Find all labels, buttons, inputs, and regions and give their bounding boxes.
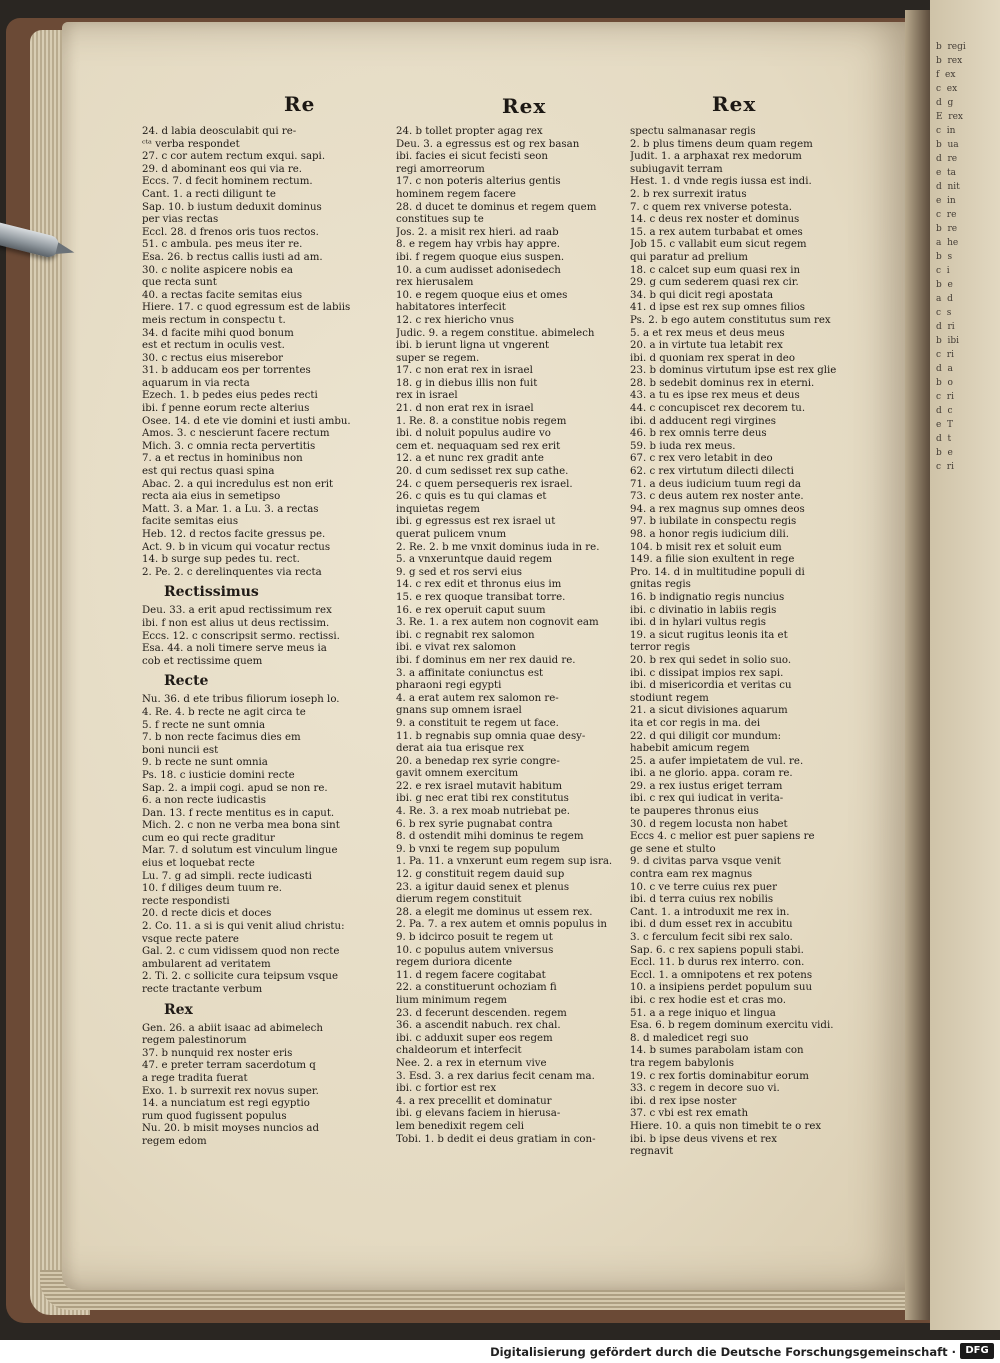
index-entry: vsque recte patere: [142, 933, 239, 945]
index-entry: Ps. 18. c iusticie domini recte: [142, 769, 295, 781]
index-entry: 9. b recte ne sunt omnia: [142, 757, 268, 769]
index-entry: ibi. d noluit populus audire vo: [396, 428, 551, 440]
index-entry: 14. a nunciatum est regi egyptio: [142, 1098, 310, 1110]
text-column-1: [142, 126, 392, 1149]
index-entry: Gen. 26. a abiit isaac ad abimelech: [142, 1022, 323, 1034]
index-entry: ibi. facies ei sicut fecisti seon: [396, 151, 548, 163]
index-entry: rum quod fugissent populus: [142, 1110, 287, 1122]
index-entry: 18. c calcet sup eum quasi rex in: [630, 264, 801, 276]
index-entry: Amos. 3. c nescierunt facere rectum: [142, 428, 330, 440]
section-heading: Recte: [164, 673, 209, 690]
index-entry: 7. c quem rex vniverse potesta.: [630, 201, 792, 213]
index-entry: ge sene et stulto: [630, 843, 716, 855]
index-entry: Judit. 1. a arphaxat rex medorum: [630, 151, 802, 163]
index-entry: ibi. d dum esset rex in accubitu: [630, 919, 793, 931]
index-entry: 149. a filie sion exultent in rege: [630, 554, 795, 566]
index-entry: 3. c ferculum fecit sibi rex salo.: [630, 932, 793, 943]
index-entry: lium minimum regem: [396, 994, 507, 1006]
index-entry: Cant. 1. a recti diligunt te: [142, 188, 276, 200]
index-entry: 29. a rex iustus eriget terram: [630, 780, 783, 792]
index-entry: ibi. c fortior est rex: [396, 1083, 497, 1095]
index-entry: Matt. 3. a Mar. 1. a Lu. 3. a rectas: [142, 503, 319, 515]
index-entry: ibi. c rex hodie est et cras mo.: [630, 994, 787, 1006]
index-entry: cem et. nequaquam sed rex erit: [396, 440, 561, 452]
index-entry: gavit omnem exercitum: [396, 768, 519, 780]
index-entry: hominem regem facere: [396, 188, 516, 200]
index-entry: 19. a sicut rugitus leonis ita et: [630, 629, 788, 641]
index-entry: Exo. 1. b surrexit rex novus super.: [142, 1085, 319, 1097]
index-entry: Abac. 2. a qui incredulus est non erit: [142, 478, 334, 490]
index-entry: subiugavit terram: [630, 163, 723, 175]
index-entry: habebit amicum regem: [630, 743, 750, 755]
index-entry: 31. b adducam eos per torrentes: [142, 365, 311, 377]
index-entry: 34. b qui dicit regi apostata: [630, 289, 774, 301]
book-page-left: [62, 22, 922, 1290]
index-entry: Esa. 26. b rectus callis iusti ad am.: [142, 251, 323, 263]
index-entry: 9. b idcirco posuit te regem ut: [396, 932, 553, 943]
index-entry: 51. c ambula. pes meus iter re.: [142, 239, 303, 251]
index-entry: 30. c rectus eius miserebor: [142, 352, 284, 364]
index-entry: inquietas regem: [396, 503, 480, 515]
index-entry: regem palestinorum: [142, 1035, 247, 1047]
index-entry: 8. e regem hay vrbis hay appre.: [396, 239, 560, 251]
index-entry: cob et rectissime quem: [142, 655, 263, 667]
index-entry: 22. a constituerunt ochoziam fi: [396, 982, 557, 994]
right-page-text: b regi b rex f ex c ex d g E rex c in b ua d re e ta d nit e in c re b re a he b s c i b e a d c s d ri b ibi c ri d a b o c ri d c e T d t b e c ri: [936, 42, 966, 472]
index-entry: Sap. 2. a impii cogi. apud se non re.: [142, 782, 328, 794]
index-entry: ibi. d rex ipse noster: [630, 1095, 737, 1107]
index-entry: derat aia tua erisque rex: [396, 743, 524, 755]
index-entry: ibi. f dominus em ner rex dauid re.: [396, 654, 576, 666]
index-entry: ibi. c adduxit super eos regem: [396, 1032, 553, 1044]
index-entry: 73. c deus autem rex noster ante.: [630, 491, 804, 503]
index-entry: Dan. 13. f recte mentitus es in caput.: [142, 807, 335, 819]
index-entry: 14. c rex edit et thronus eius im: [396, 579, 562, 591]
index-entry: 10. a insipiens perdet populum suu: [630, 982, 813, 994]
index-entry: que recta sunt: [142, 277, 217, 289]
index-entry: 23. a igitur dauid senex et plenus: [396, 881, 570, 893]
index-entry: 30. d regem locusta non habet: [630, 818, 788, 830]
book-page-right: [930, 0, 1000, 1330]
index-entry: 28. a elegit me dominus ut essem rex.: [396, 906, 593, 918]
index-entry: 6. b rex syrie pugnabat contra: [396, 818, 553, 830]
index-entry: 24. d labia deosculabit qui re-: [142, 126, 297, 137]
index-entry: 11. b regnabis sup omnia quae desy-: [396, 730, 586, 742]
index-entry: Osee. 14. d ete vie domini et iusti ambu.: [142, 415, 351, 427]
index-entry: 6. a non recte iudicastis: [142, 795, 266, 807]
index-entry: per vias rectas: [142, 214, 219, 226]
index-entry: Hiere. 17. c quod egressum est de labiis: [142, 302, 351, 314]
index-entry: Ezech. 1. b pedes eius pedes recti: [142, 390, 318, 402]
index-entry: Nee. 2. a rex in eternum vive: [396, 1057, 547, 1069]
index-entry: 29. g cum sederem quasi rex cir.: [630, 277, 799, 289]
index-entry: 28. b sedebit dominus rex in eterni.: [630, 377, 815, 389]
index-entry: 22. d qui diligit cor mundum:: [630, 730, 782, 742]
index-entry: 41. d ipse est rex sup omnes filios: [630, 302, 806, 314]
index-entry: regem duriora dicente: [396, 957, 513, 969]
index-entry: 44. c concupiscet rex decorem tu.: [630, 403, 806, 415]
index-entry: 11. d regem facere cogitabat: [396, 969, 546, 981]
index-entry: 18. g in diebus illis non fuit: [396, 377, 538, 389]
column-header-3: Rex: [712, 92, 757, 116]
index-entry: Nu. 20. b misit moyses nuncios ad: [142, 1123, 320, 1135]
index-entry: 7. a et rectus in hominibus non: [142, 453, 303, 465]
index-entry: 20. d recte dicis et doces: [142, 908, 272, 920]
index-entry: Jos. 2. a misit rex hieri. ad raab: [396, 226, 559, 238]
index-entry: Tobi. 1. b dedit ei deus gratiam in con-: [396, 1133, 596, 1145]
index-entry: Ps. 2. b ego autem constitutus sum rex: [630, 314, 831, 326]
index-entry: Sap. 10. b iustum deduxit dominus: [142, 201, 322, 213]
index-entry: ibi. g elevans faciem in hierusa-: [396, 1108, 561, 1120]
index-entry: 14. b surge sup pedes tu. rect.: [142, 554, 300, 566]
index-entry: est et rectum in oculis vest.: [142, 340, 285, 352]
index-entry: Sap. 6. c rex sapiens populi stabi.: [630, 944, 804, 956]
index-entry: 4. Re. 3. a rex moab nutriebat pe.: [396, 806, 571, 818]
index-entry: habitatores interfecit: [396, 302, 506, 314]
index-entry: ita et cor regis in ma. dei: [630, 717, 761, 729]
index-entry: 7. b non recte facimus dies em: [142, 732, 301, 744]
index-entry: 12. a et nunc rex gradit ante: [396, 453, 544, 465]
index-entry: 8. d maledicet regi suo: [630, 1032, 749, 1044]
index-entry: Eccl. 11. b durus rex interro. con.: [630, 957, 805, 969]
index-entry: 98. a honor regis iudicium dili.: [630, 529, 789, 540]
index-entry: Nu. 36. d ete tribus filiorum ioseph lo.: [142, 694, 340, 706]
index-entry: 5. a et rex meus et deus meus: [630, 327, 785, 339]
index-entry: 10. f diliges deum tuum re.: [142, 883, 283, 895]
index-entry: 26. c quis es tu qui clamas et: [396, 491, 547, 503]
index-entry: 29. d abominant eos qui via re.: [142, 163, 303, 175]
index-entry: 15. e rex quoque transibat torre.: [396, 591, 566, 603]
index-entry: 10. c ve terre cuius rex puer: [630, 881, 777, 893]
section-heading: Rex: [164, 1001, 193, 1018]
index-entry: Eccl. 1. a omnipotens et rex potens: [630, 969, 813, 981]
index-entry: cum eo qui recte graditur: [142, 832, 275, 844]
index-entry: Heb. 12. d rectos facite gressus pe.: [142, 529, 326, 540]
index-entry: recte respondisti: [142, 895, 230, 907]
index-entry: pharaoni regi egypti: [396, 680, 502, 692]
index-entry: Mich. 3. c omnia recta pervertitis: [142, 440, 316, 452]
index-entry: Deu. 33. a erit apud rectissimum rex: [142, 605, 332, 617]
index-entry: 40. a rectas facite semitas eius: [142, 289, 303, 301]
index-entry: 9. b vnxi te regem sup populum: [396, 843, 560, 855]
index-entry: 43. a tu es ipse rex meus et deus: [630, 390, 800, 402]
index-entry: 46. b rex omnis terre deus: [630, 428, 767, 440]
index-entry: 1. Pa. 11. a vnxerunt eum regem sup isra.: [396, 856, 613, 868]
index-entry: Mich. 2. c non ne verba mea bona sint: [142, 820, 340, 832]
index-entry: ibi. f penne eorum recte alterius: [142, 403, 310, 415]
text-column-3: [630, 126, 880, 1159]
index-entry: tra regem babylonis: [630, 1057, 734, 1069]
index-entry: ibi. d quoniam rex sperat in deo: [630, 352, 795, 364]
index-entry: 1. Re. 8. a constitue nobis regem: [396, 415, 567, 427]
index-entry: 20. d cum sedisset rex sup cathe.: [396, 466, 569, 478]
index-entry: 25. a aufer impietatem de vul. re.: [630, 755, 804, 767]
index-entry: facite semitas eius: [142, 516, 239, 528]
index-entry: 14. c deus rex noster et dominus: [630, 214, 800, 226]
index-entry: 10. e regem quoque eius et omes: [396, 289, 568, 301]
index-entry: 20. a benedap rex syrie congre-: [396, 755, 560, 767]
index-entry: 10. c populus autem vniversus: [396, 944, 554, 956]
index-entry: 10. a cum audisset adonisedech: [396, 264, 561, 276]
index-entry: Eccl. 28. d frenos oris tuos rectos.: [142, 226, 319, 238]
index-entry: rex in israel: [396, 390, 458, 402]
index-entry: 67. c rex vero letabit in deo: [630, 453, 773, 465]
index-entry: terror regis: [630, 642, 691, 654]
index-entry: querat pulicem vnum: [396, 529, 507, 540]
index-entry: Esa. 6. b regem dominum exercitu vidi.: [630, 1020, 834, 1032]
index-entry: 20. a in virtute tua letabit rex: [630, 340, 783, 352]
index-entry: 3. Re. 1. a rex autem non cognovit eam: [396, 617, 599, 629]
index-entry: Esa. 44. a noli timere serve meus ia: [142, 643, 327, 655]
index-entry: ibi. d misericordia et veritas cu: [630, 680, 792, 692]
index-entry: Hest. 1. d vnde regis iussa est indi.: [630, 176, 812, 188]
index-entry: meis rectum in conspectu t.: [142, 314, 286, 326]
index-entry: ibi. f non est alius ut deus rectissim.: [142, 617, 330, 629]
index-entry: constitues sup te: [396, 214, 484, 226]
index-entry: spectu salmanasar regis: [630, 126, 756, 137]
index-entry: 17. c non erat rex in israel: [396, 365, 533, 377]
section-heading: Rectissimus: [164, 584, 259, 601]
index-entry: 20. b rex qui sedet in solio suo.: [630, 654, 792, 666]
index-entry: recta aia eius in semetipso: [142, 491, 281, 503]
index-entry: 23. d fecerunt descenden. regem: [396, 1007, 567, 1019]
index-entry: boni nuncii est: [142, 744, 219, 756]
index-entry: ibi. c rex qui iudicat in verita-: [630, 793, 784, 805]
index-entry: eius et loquebat recte: [142, 858, 255, 870]
index-entry: 104. b misit rex et soluit eum: [630, 541, 782, 553]
footer-bar: [0, 1340, 1000, 1363]
index-entry: ibi. d in hylari vultus regis: [630, 617, 766, 629]
index-entry: ibi. g nec erat tibi rex constitutus: [396, 793, 569, 805]
index-entry: gnitas regis: [630, 579, 691, 591]
index-entry: Pro. 14. d in multitudine populi di: [630, 566, 805, 578]
index-entry: 37. b nunquid rex noster eris: [142, 1047, 293, 1059]
index-entry: 51. a a rege iniquo et lingua: [630, 1007, 776, 1019]
index-entry: recte tractante verbum: [142, 984, 263, 995]
index-entry: 34. d facite mihi quod bonum: [142, 327, 294, 339]
index-entry: 4. Re. 4. b recte ne agit circa te: [142, 706, 306, 718]
index-entry: 2. b plus timens deum quam regem: [630, 138, 813, 150]
index-entry: Mar. 7. d solutum est vinculum lingue: [142, 845, 338, 857]
index-entry: Judic. 9. a regem constitue. abimelech: [396, 327, 595, 339]
index-entry: Act. 9. b in vicum qui vocatur rectus: [142, 541, 331, 553]
index-entry: 37. c vbi est rex emath: [630, 1108, 749, 1120]
index-entry: regnavit: [630, 1146, 674, 1158]
index-entry: rex hierusalem: [396, 277, 474, 289]
column-header-1: Re: [284, 92, 316, 116]
index-entry: 19. c rex fortis dominabitur eorum: [630, 1070, 809, 1082]
index-entry: chaldeorum et interfecit: [396, 1045, 522, 1057]
index-entry: Cant. 1. a introduxit me rex in.: [630, 906, 790, 918]
index-entry: 9. d civitas parva vsque venit: [630, 856, 781, 868]
index-entry: 47. e preter terram sacerdotum q: [142, 1060, 316, 1072]
index-entry: 4. a erat autem rex salomon re-: [396, 692, 559, 704]
index-entry: 28. d ducet te dominus et regem quem: [396, 201, 597, 213]
index-entry: 15. a rex autem turbabat et omes: [630, 226, 803, 238]
index-entry: ibi. d terra cuius rex nobilis: [630, 894, 774, 906]
index-entry: 2. Pa. 7. a rex autem et omnis populus in: [396, 919, 607, 931]
index-entry: regem edom: [142, 1135, 207, 1147]
index-entry: 9. a constituit te regem ut face.: [396, 717, 559, 729]
index-entry: 97. b iubilate in conspectu regis: [630, 516, 797, 528]
index-entry: 17. c non poteris alterius gentis: [396, 176, 561, 188]
index-entry: 2. Pe. 2. c derelinquentes via recta: [142, 566, 322, 578]
index-entry: 5. a vnxeruntque dauid regem: [396, 554, 553, 566]
index-entry: 3. Esd. 3. a rex darius fecit cenam ma.: [396, 1070, 595, 1082]
index-entry: super se regem.: [396, 352, 480, 364]
index-entry: 16. e rex operuit caput suum: [396, 604, 546, 616]
index-entry: ibi. c divinatio in labiis regis: [630, 604, 777, 616]
index-entry: a rege tradita fuerat: [142, 1072, 248, 1084]
index-entry: 5. f recte ne sunt omnia: [142, 719, 266, 731]
index-entry: contra eam rex magnus: [630, 869, 753, 881]
footer-credit: Digitalisierung gefördert durch die Deutsche Forschungsgemeinschaft ·: [490, 1345, 956, 1359]
index-entry: 12. g constituit regem dauid sup: [396, 869, 565, 881]
index-entry: 2. Co. 11. a si is qui venit aliud christu:: [142, 921, 345, 933]
index-entry: 8. d ostendit mihi dominus te regem: [396, 831, 584, 843]
index-entry: 2. b rex surrexit iratus: [630, 188, 747, 200]
index-entry: 23. b dominus virtutum ipse est rex glie: [630, 365, 837, 377]
index-entry: ibi. b ierunt ligna ut vngerent: [396, 340, 550, 352]
index-entry: 2. Re. 2. b me vnxit dominus iuda in re.: [396, 541, 600, 553]
index-entry: 2. Ti. 2. c sollicite cura teipsum vsque: [142, 971, 338, 983]
index-entry: 62. c rex virtutum dilecti dilecti: [630, 466, 794, 478]
index-entry: 14. b sumes parabolam istam con: [630, 1045, 804, 1057]
index-entry: stodiunt regem: [630, 692, 709, 704]
index-entry: Hiere. 10. a quis non timebit te o rex: [630, 1120, 822, 1132]
index-entry: Eccs 4. c melior est puer sapiens re: [630, 831, 815, 843]
column-header-2: Rex: [502, 94, 547, 118]
index-entry: qui paratur ad prelium: [630, 251, 748, 263]
index-entry: 9. g sed et ros servi eius: [396, 566, 523, 578]
index-entry: 21. a sicut divisiones aquarum: [630, 705, 788, 717]
index-entry: 94. a rex magnus sup omnes deos: [630, 503, 805, 515]
index-entry: 12. c rex hiericho vnus: [396, 314, 514, 326]
index-entry: te pauperes thronus eius: [630, 806, 759, 818]
index-entry: 24. b tollet propter agag rex: [396, 126, 543, 137]
index-entry: 21. d non erat rex in israel: [396, 403, 534, 415]
index-entry: est qui rectus quasi spina: [142, 466, 275, 478]
index-entry: Lu. 7. g ad simpli. recte iudicasti: [142, 870, 312, 882]
dfg-logo-icon: DFG: [960, 1343, 994, 1359]
index-entry: 3. a affinitate coniunctus est: [396, 667, 544, 679]
index-entry: 59. b iuda rex meus.: [630, 440, 736, 452]
index-entry: Eccs. 7. d fecit hominem rectum.: [142, 176, 313, 188]
index-entry: Job 15. c vallabit eum sicut regem: [630, 239, 807, 251]
index-entry: ibi. c regnabit rex salomon: [396, 629, 535, 641]
index-entry: ibi. c dissipat impios rex sapi.: [630, 667, 784, 679]
index-entry: ibi. e vivat rex salomon: [396, 642, 516, 654]
text-column-2: [396, 126, 636, 1146]
index-entry: gnans sup omnem israel: [396, 705, 522, 717]
index-entry: 22. e rex israel mutavit habitum: [396, 780, 563, 792]
index-entry: ᶜᵗᵃ verba respondet: [142, 138, 240, 150]
index-entry: ibi. b ipse deus vivens et rex: [630, 1133, 777, 1145]
index-entry: 36. a ascendit nabuch. rex chal.: [396, 1020, 561, 1032]
index-entry: 16. b indignatio regis nuncius: [630, 591, 785, 603]
index-entry: 24. c quem persequeris rex israel.: [396, 478, 573, 490]
index-entry: ibi. g egressus est rex israel ut: [396, 516, 556, 528]
index-entry: 33. c regem in decore suo vi.: [630, 1083, 780, 1095]
index-entry: ibi. a ne glorio. appa. coram re.: [630, 768, 793, 780]
index-entry: 27. c cor autem rectum exqui. sapi.: [142, 151, 326, 163]
index-entry: ibi. f regem quoque eius suspen.: [396, 251, 565, 263]
index-entry: regi amorreorum: [396, 163, 485, 175]
index-entry: 71. a deus iudicium tuum regi da: [630, 478, 801, 490]
index-entry: 4. a rex precellit et dominatur: [396, 1095, 552, 1107]
index-entry: Gal. 2. c cum vidissem quod non recte: [142, 946, 340, 958]
index-entry: aquarum in via recta: [142, 377, 250, 389]
index-entry: ambularent ad veritatem: [142, 958, 271, 970]
index-entry: Eccs. 12. c conscripsit sermo. rectissi.: [142, 630, 340, 642]
index-entry: dierum regem constituit: [396, 894, 522, 906]
index-entry: ibi. d adducent regi virgines: [630, 415, 776, 427]
index-entry: lem benedixit regem celi: [396, 1120, 525, 1132]
index-entry: Deu. 3. a egressus est og rex basan: [396, 138, 580, 150]
index-entry: 30. c nolite aspicere nobis ea: [142, 264, 293, 276]
